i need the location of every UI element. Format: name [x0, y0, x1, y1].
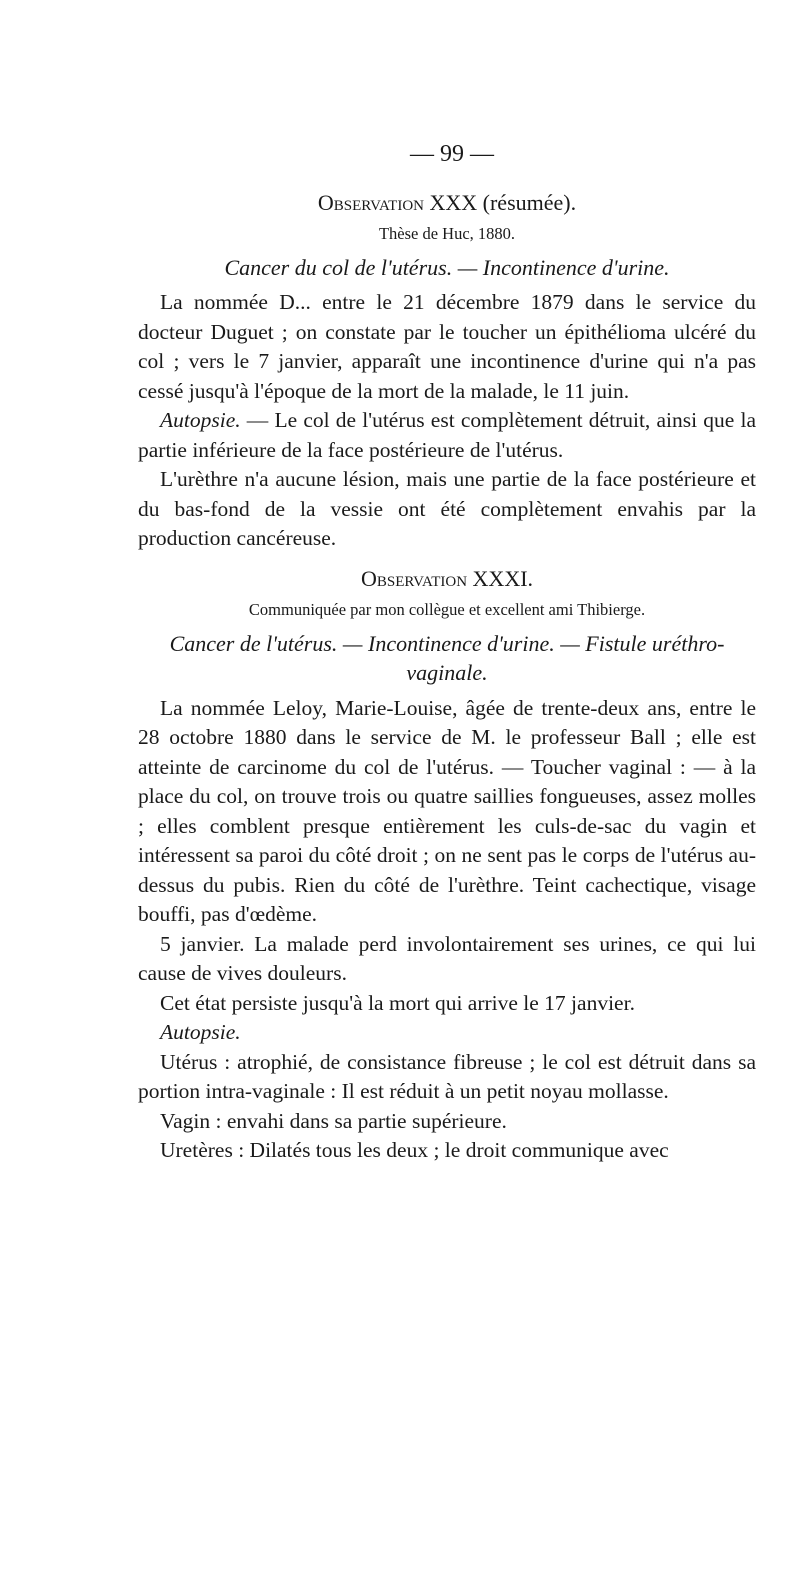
- observation-31-autopsy-label-text: Autopsie.: [160, 1020, 241, 1044]
- observation-30-autopsy: [138, 406, 756, 465]
- observation-31-title: [138, 564, 756, 594]
- finding-uterus: Utérus : atrophié, de consistance fibreuse ; le col est détruit dans sa portion intra-vaginale : Il est réduit à un petit noyau mollasse.: [138, 1049, 756, 1103]
- observation-30-autopsy-text: — Le col de l'utérus est complètement détruit, ainsi que la partie inférieure de la face postérieure de l'utérus.: [138, 408, 756, 462]
- text-block: [138, 140, 756, 1166]
- observation-31-paragraph-2: 5 janvier. La malade perd involontairement ses urines, ce qui lui cause de vives douleurs.: [138, 931, 756, 985]
- finding-ureters: Uretères : Dilatés tous les deux ; le droit communique avec: [160, 1138, 669, 1162]
- observation-30-urethra-paragraph: L'urèthre n'a aucune lésion, mais une partie de la face postérieure et du bas-fond de la vessie ont été complètement envahis par la production cancéreuse.: [138, 467, 756, 550]
- observation-30-title-prefix: Observation: [317, 189, 424, 215]
- finding-vagina: Vagin : envahi dans sa partie supérieure.: [160, 1108, 507, 1133]
- observation-31-heading: Cancer de l'utérus. — Incontinence d'urine. — Fistule uréthro-vaginale.: [169, 630, 725, 685]
- observation-30-heading: Cancer du col de l'utérus. — Incontinence d'urine.: [224, 254, 670, 280]
- page-number: — 99 —: [410, 141, 494, 167]
- observation-30-source: Thèse de Huc, 1880.: [378, 224, 516, 243]
- observation-31-autopsy-label: [138, 1018, 756, 1048]
- observation-31-source: Communiquée par mon collègue et excellent ami Thibierge.: [248, 600, 646, 619]
- observation-30-autopsy-label: Autopsie.: [160, 408, 241, 432]
- observation-31-paragraph-3: Cet état persiste jusqu'à la mort qui arrive le 17 janvier.: [160, 990, 635, 1015]
- observation-31-title-prefix: Observation: [360, 565, 468, 591]
- observation-30-paragraph: La nommée D... entre le 21 décembre 1879 dans le service du docteur Duguet ; on constate par le toucher un épithélioma ulcéré du col ; vers le 7 janvier, apparaît une incontinence d'urine qui n'a pas cessé jusqu'à l'époque de la mort de la malade, le 11 juin.: [138, 290, 756, 403]
- observation-30-title: [138, 188, 756, 218]
- observation-30-title-rest: XXX (résumée).: [429, 189, 577, 215]
- observation-31-title-rest: XXXI.: [472, 565, 534, 591]
- observation-31-paragraph-1: La nommée Leloy, Marie-Louise, âgée de trente-deux ans, entre le 28 octobre 1880 dans le service de M. le professeur Ball ; elle est atteinte de carcinome du col de l'utérus. — Toucher vaginal : — à la place du col, on trouve trois ou quatre saillies fongueuses, assez molles ; elles comblent presque entièrement les culs-de-sac du vagin et intéressent sa paroi du côté droit ; on ne sent pas le corps de l'utérus au-dessus du pubis. Rien du côté de l'urèthre. Teint cachectique, visage bouffi, pas d'œdème.: [138, 695, 756, 926]
